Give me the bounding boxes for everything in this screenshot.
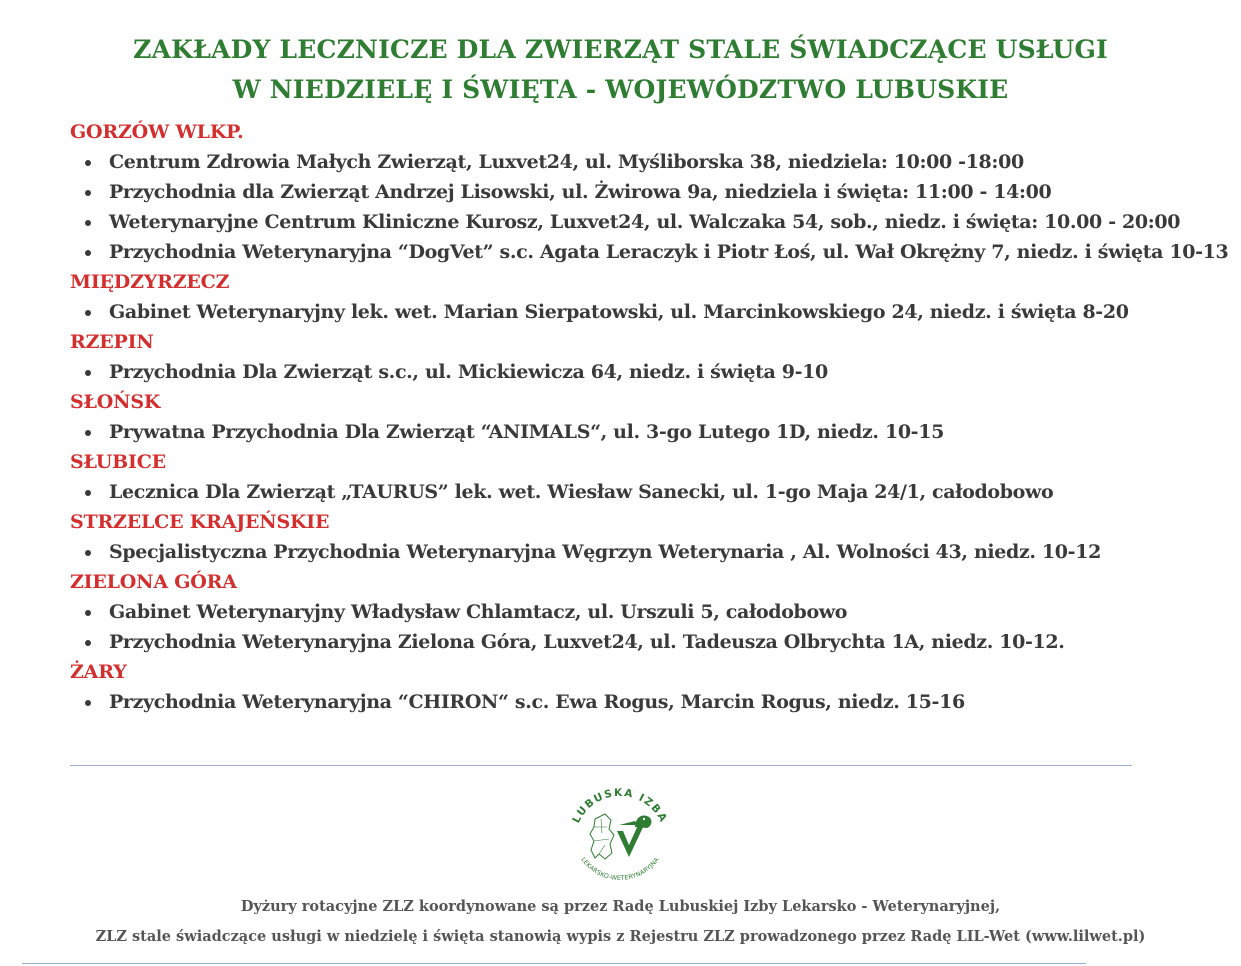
- clinic-list-group: [70, 150, 1230, 270]
- clinic-text: Przychodnia Weterynaryjna Zielona Góra, Luxvet24, ul. Tadeusza Olbrychta 1A, niedz. 10-12.: [109, 631, 1065, 653]
- city-heading: RZEPIN: [70, 331, 154, 353]
- clinic-list-group: [70, 690, 1230, 720]
- bullet-icon: [85, 550, 91, 556]
- bullet-icon: [85, 700, 91, 706]
- bullet-icon: [85, 250, 91, 256]
- city-heading: ZIELONA GÓRA: [70, 571, 237, 593]
- title-line-2: W NIEDZIELĘ I ŚWIĘTA - WOJEWÓDZTWO LUBUSKIE: [232, 75, 1009, 104]
- clinic-list-item: [70, 240, 1230, 270]
- logo-bottom-text: LEKARSKO-WETERYNARYJNA: [579, 856, 661, 883]
- clinic-list-item: [70, 180, 1230, 210]
- svg-text:LUBUSKA IZBA: [570, 787, 669, 825]
- clinic-list-group: [70, 480, 1230, 510]
- clinic-list-item: [70, 630, 1230, 660]
- footer-note-1: Dyżury rotacyjne ZLZ koordynowane są przez Radę Lubuskiej Izby Lekarsko - Weterynaryjnej,: [240, 898, 1001, 915]
- bullet-icon: [85, 640, 91, 646]
- city-heading: MIĘDZYRZECZ: [70, 271, 230, 293]
- divider-line: [70, 765, 1132, 766]
- clinic-list-item: [70, 360, 1230, 390]
- svg-text:LEKARSKO-WETERYNARYJNA: [579, 856, 661, 882]
- clinic-text: Centrum Zdrowia Małych Zwierząt, Luxvet24, ul. Myśliborska 38, niedziela: 10:00 -18:00: [109, 151, 1024, 173]
- clinic-text: Przychodnia Weterynaryjna “DogVet” s.c. Agata Leraczyk i Piotr Łoś, ul. Wał Okrężny 7, niedz. i święta 10-13: [109, 241, 1229, 263]
- clinic-list-item: [70, 420, 1230, 450]
- clinic-text: Specjalistyczna Przychodnia Weterynaryjna Węgrzyn Weterynaria , Al. Wolności 43, niedz. 10-12: [109, 541, 1101, 563]
- bullet-icon: [85, 610, 91, 616]
- city-heading: SŁOŃSK: [70, 391, 161, 413]
- clinic-list-group: [70, 300, 1230, 330]
- lubuska-izba-logo: [561, 783, 679, 883]
- clinic-list-group: [70, 540, 1230, 570]
- clinic-list-group: [70, 360, 1230, 390]
- clinic-list-group: [70, 600, 1230, 660]
- map-icon: [590, 814, 614, 859]
- page-title: [0, 30, 1241, 110]
- clinic-text: Prywatna Przychodnia Dla Zwierząt “ANIMALS“, ul. 3-go Lutego 1D, niedz. 10-15: [109, 421, 944, 443]
- clinic-list-item: [70, 300, 1230, 330]
- bullet-icon: [85, 190, 91, 196]
- clinic-text: Przychodnia dla Zwierząt Andrzej Lisowski, ul. Żwirowa 9a, niedziela i święta: 11:00 - 14:00: [109, 181, 1052, 203]
- bullet-icon: [85, 160, 91, 166]
- bullet-icon: [85, 310, 91, 316]
- bullet-icon: [85, 220, 91, 226]
- bullet-icon: [85, 490, 91, 496]
- clinic-text: Weterynaryjne Centrum Kliniczne Kurosz, Luxvet24, ul. Walczaka 54, sob., niedz. i święta: 10.00 - 20:00: [109, 211, 1181, 233]
- clinic-list-item: [70, 150, 1230, 180]
- city-heading: ŻARY: [70, 661, 127, 683]
- logo-top-text: LUBUSKA IZBA: [570, 786, 670, 826]
- clinic-text: Gabinet Weterynaryjny lek. wet. Marian Sierpatowski, ul. Marcinkowskiego 24, niedz. i święta 8-20: [109, 301, 1129, 323]
- clinic-list-item: [70, 600, 1230, 630]
- clinic-text: Lecznica Dla Zwierząt „TAURUS” lek. wet. Wiesław Sanecki, ul. 1-go Maja 24/1, całodobowo: [109, 481, 1054, 503]
- city-heading: GORZÓW WLKP.: [70, 121, 244, 143]
- clinic-text: Przychodnia Weterynaryjna “CHIRON“ s.c. Ewa Rogus, Marcin Rogus, niedz. 15-16: [109, 691, 965, 713]
- footer-note-2: ZLZ stale świadczące usługi w niedzielę i święta stanowią wypis z Rejestru ZLZ prowadzonego przez Radę LIL-Wet (www.lilwet.pl): [95, 928, 1146, 945]
- clinic-text: Gabinet Weterynaryjny Władysław Chlamtacz, ul. Urszuli 5, całodobowo: [109, 601, 848, 623]
- clinic-text: Przychodnia Dla Zwierząt s.c., ul. Mickiewicza 64, niedz. i święta 9-10: [109, 361, 828, 383]
- bottom-divider: [22, 963, 1086, 964]
- clinic-list-item: [70, 540, 1230, 570]
- bullet-icon: [85, 370, 91, 376]
- heron-icon: [617, 815, 651, 857]
- clinic-list-item: [70, 210, 1230, 240]
- bullet-icon: [85, 430, 91, 436]
- city-heading: SŁUBICE: [70, 451, 166, 473]
- clinic-list: [70, 120, 1230, 720]
- title-line-1: ZAKŁADY LECZNICZE DLA ZWIERZĄT STALE ŚWIADCZĄCE USŁUGI: [133, 35, 1108, 64]
- clinic-list-group: [70, 420, 1230, 450]
- city-heading: STRZELCE KRAJEŃSKIE: [70, 511, 330, 533]
- clinic-list-item: [70, 690, 1230, 720]
- clinic-list-item: [70, 480, 1230, 510]
